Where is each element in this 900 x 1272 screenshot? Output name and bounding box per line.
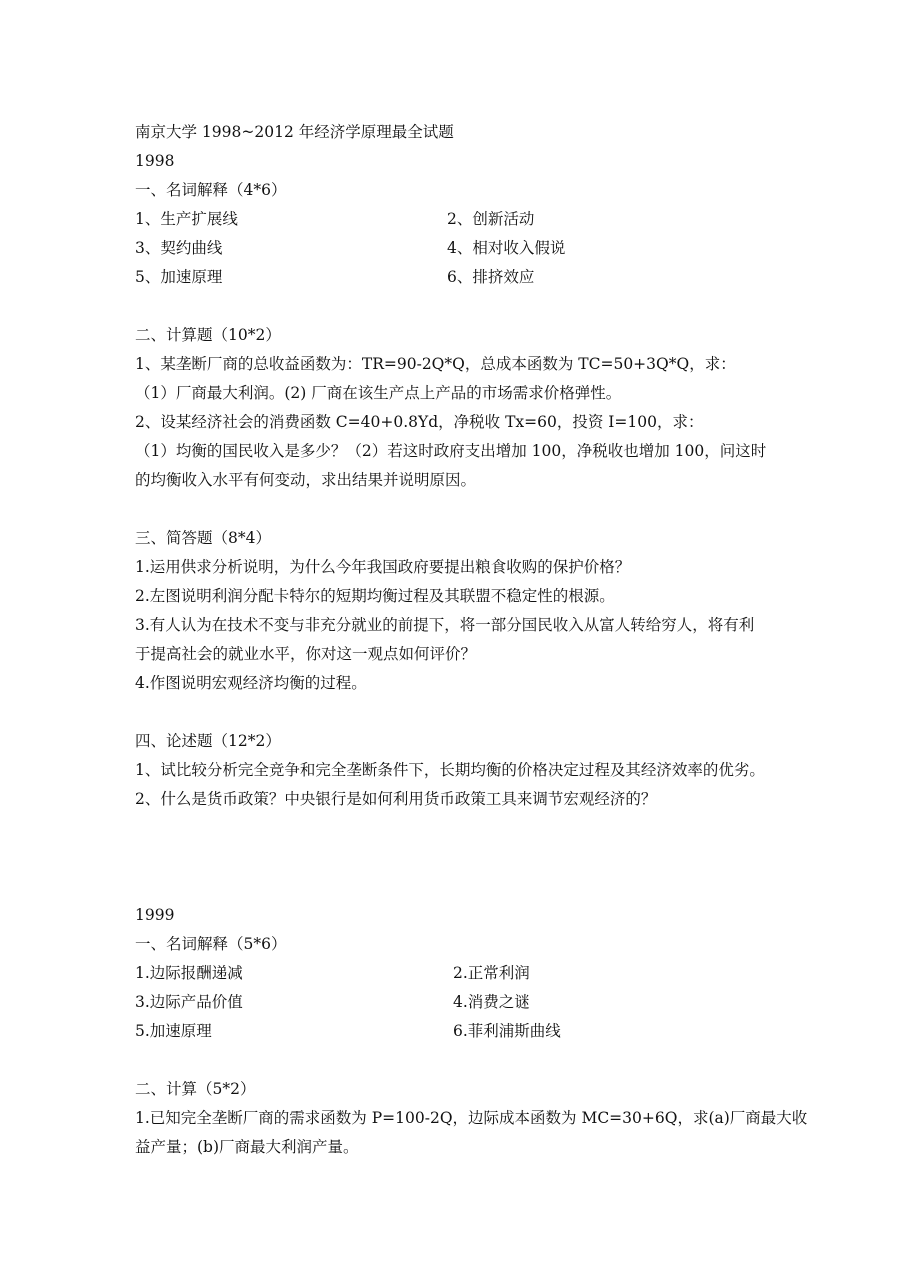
- term-item: 3、契约曲线: [135, 239, 223, 257]
- question-line: （1）均衡的国民收入是多少？（2）若这时政府支出增加 100，净税收也增加 100，问这时: [135, 442, 767, 460]
- term-item: 5.加速原理: [135, 1022, 212, 1040]
- document-title: 南京大学 1998~2012 年经济学原理最全试题: [135, 123, 454, 141]
- question-line: 3.有人认为在技术不变与非充分就业的前提下，将一部分国民收入从富人转给穷人，将有利: [135, 616, 755, 634]
- term-item: 6、排挤效应: [447, 268, 535, 286]
- question-line: 2、什么是货币政策？中央银行是如何利用货币政策工具来调节宏观经济的？: [135, 790, 657, 808]
- question-line: 1.运用供求分析说明，为什么今年我国政府要提出粮食收购的保护价格？: [135, 558, 631, 576]
- section-heading-calc-1999: 二、计算（5*2）: [135, 1080, 256, 1098]
- section-heading-terms-1999: 一、名词解释（5*6）: [135, 935, 287, 953]
- question-line: 的均衡收入水平有何变动，求出结果并说明原因。: [135, 471, 477, 489]
- section-heading-calc-1998: 二、计算题（10*2）: [135, 326, 281, 344]
- term-item: 1.边际报酬递减: [135, 964, 243, 982]
- question-line: 1、某垄断厂商的总收益函数为：TR=90-2Q*Q，总成本函数为 TC=50+3Q*Q，求：: [135, 355, 736, 373]
- term-item: 4.消费之谜: [453, 993, 530, 1011]
- question-line: 2.左图说明利润分配卡特尔的短期均衡过程及其联盟不稳定性的根源。: [135, 587, 615, 605]
- question-line: 于提高社会的就业水平，你对这一观点如何评价？: [135, 645, 477, 663]
- question-line: （1）厂商最大利润。(2) 厂商在该生产点上产品的市场需求价格弹性。: [135, 384, 622, 402]
- section-heading-short-1998: 三、简答题（8*4）: [135, 529, 271, 547]
- question-line: 1、试比较分析完全竞争和完全垄断条件下，长期均衡的价格决定过程及其经济效率的优劣。: [135, 761, 765, 779]
- section-heading-essay-1998: 四、论述题（12*2）: [135, 732, 281, 750]
- question-line: 1.已知完全垄断厂商的需求函数为 P=100-2Q，边际成本函数为 MC=30+6Q，求(a)厂商最大收: [135, 1109, 808, 1127]
- term-item: 1、生产扩展线: [135, 210, 238, 228]
- year-1998-heading: 1998: [135, 152, 175, 170]
- term-item: 3.边际产品价值: [135, 993, 243, 1011]
- term-item: 2.正常利润: [453, 964, 530, 982]
- term-item: 5、加速原理: [135, 268, 223, 286]
- term-item: 6.菲利浦斯曲线: [453, 1022, 561, 1040]
- section-heading-terms-1998: 一、名词解释（4*6）: [135, 181, 287, 199]
- question-line: 4.作图说明宏观经济均衡的过程。: [135, 674, 367, 692]
- year-1999-heading: 1999: [135, 906, 175, 924]
- term-item: 4、相对收入假说: [447, 239, 566, 257]
- term-item: 2、创新活动: [447, 210, 535, 228]
- question-line: 2、设某经济社会的消费函数 C=40+0.8Yd，净税收 Tx=60，投资 I=100，求：: [135, 413, 704, 431]
- question-line: 益产量；(b)厂商最大利润产量。: [135, 1138, 359, 1156]
